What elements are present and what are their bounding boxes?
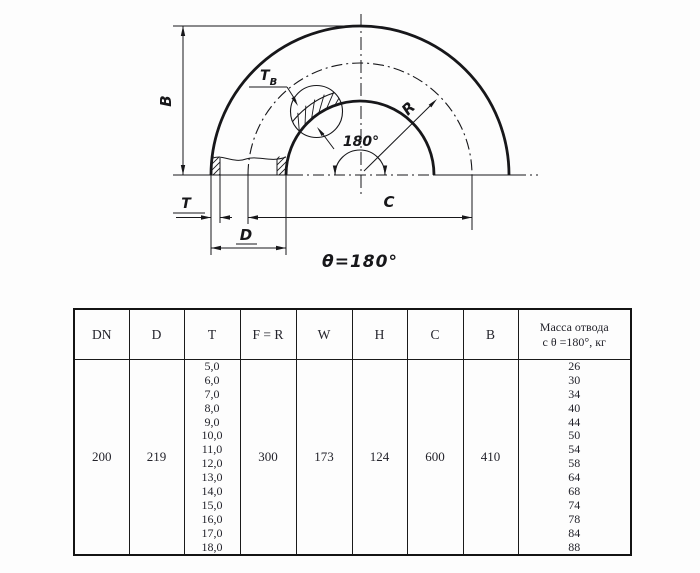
c-dimension	[248, 193, 472, 220]
t-value: 9,0	[204, 414, 220, 429]
col-header-c: C	[407, 309, 463, 360]
mass-value: 40	[568, 400, 581, 415]
t-value: 8,0	[204, 400, 220, 415]
col-header-mass	[518, 309, 631, 360]
col-header-dn: DN	[74, 309, 129, 360]
col-header-b: B	[463, 309, 518, 360]
col-header-f-r: F = R	[240, 309, 296, 360]
t-label: T	[181, 196, 191, 212]
b-label: B	[157, 95, 175, 107]
cell-mass	[518, 360, 631, 556]
t-value: 15,0	[201, 497, 223, 512]
t-value: 18,0	[201, 539, 223, 554]
c-label: C	[383, 193, 395, 211]
mass-value: 78	[568, 511, 581, 526]
mass-value: 74	[568, 497, 581, 512]
t-dimension	[173, 196, 232, 220]
tb-label: $T_B$	[260, 68, 278, 88]
t-value: 13,0	[201, 470, 223, 485]
mass-header-line1: Масса отвода	[539, 319, 609, 334]
t-value: 14,0	[201, 484, 223, 499]
cell-f-r: 300	[240, 360, 296, 556]
t-value: 16,0	[201, 511, 223, 526]
table-row	[74, 360, 631, 556]
mass-header-line2: с θ =180°, кг	[542, 334, 606, 349]
mass-value: 68	[568, 484, 581, 499]
cell-dn: 200	[74, 360, 129, 556]
r-label: R	[398, 98, 419, 119]
t-value: 12,0	[201, 456, 223, 471]
mass-value: 64	[568, 470, 581, 485]
dimensions-table	[73, 308, 632, 556]
mass-value: 34	[568, 386, 581, 401]
col-header-t: T	[184, 309, 240, 360]
t-value: 11,0	[201, 442, 223, 457]
mass-value: 26	[568, 359, 581, 373]
t-value: 6,0	[204, 372, 220, 387]
angle-label: 180°	[342, 134, 380, 150]
angle-dimension	[333, 134, 387, 175]
mass-value: 58	[568, 456, 581, 471]
t-value: 17,0	[201, 525, 223, 540]
cell-t	[184, 360, 240, 556]
d-dimension	[211, 226, 286, 250]
mass-value: 88	[568, 539, 581, 554]
col-header-w: W	[296, 309, 352, 360]
mass-value: 84	[568, 525, 581, 540]
d-label: D	[239, 226, 253, 244]
cell-c: 600	[407, 360, 463, 556]
mass-value: 50	[568, 428, 581, 443]
cell-b: 410	[463, 360, 518, 556]
t-value: 7,0	[204, 386, 220, 401]
cell-w: 173	[296, 360, 352, 556]
t-value: 10,0	[201, 428, 223, 443]
mass-value: 54	[568, 442, 581, 457]
detail-circle	[291, 86, 343, 138]
mass-value: 30	[568, 372, 581, 387]
col-header-h: H	[352, 309, 407, 360]
col-header-d: D	[129, 309, 184, 360]
cell-h: 124	[352, 360, 407, 556]
cell-d: 219	[129, 360, 184, 556]
header-row	[74, 309, 631, 360]
theta-label: θ=180°	[322, 252, 398, 272]
t-value: 5,0	[204, 359, 220, 373]
mass-value: 44	[568, 414, 581, 429]
